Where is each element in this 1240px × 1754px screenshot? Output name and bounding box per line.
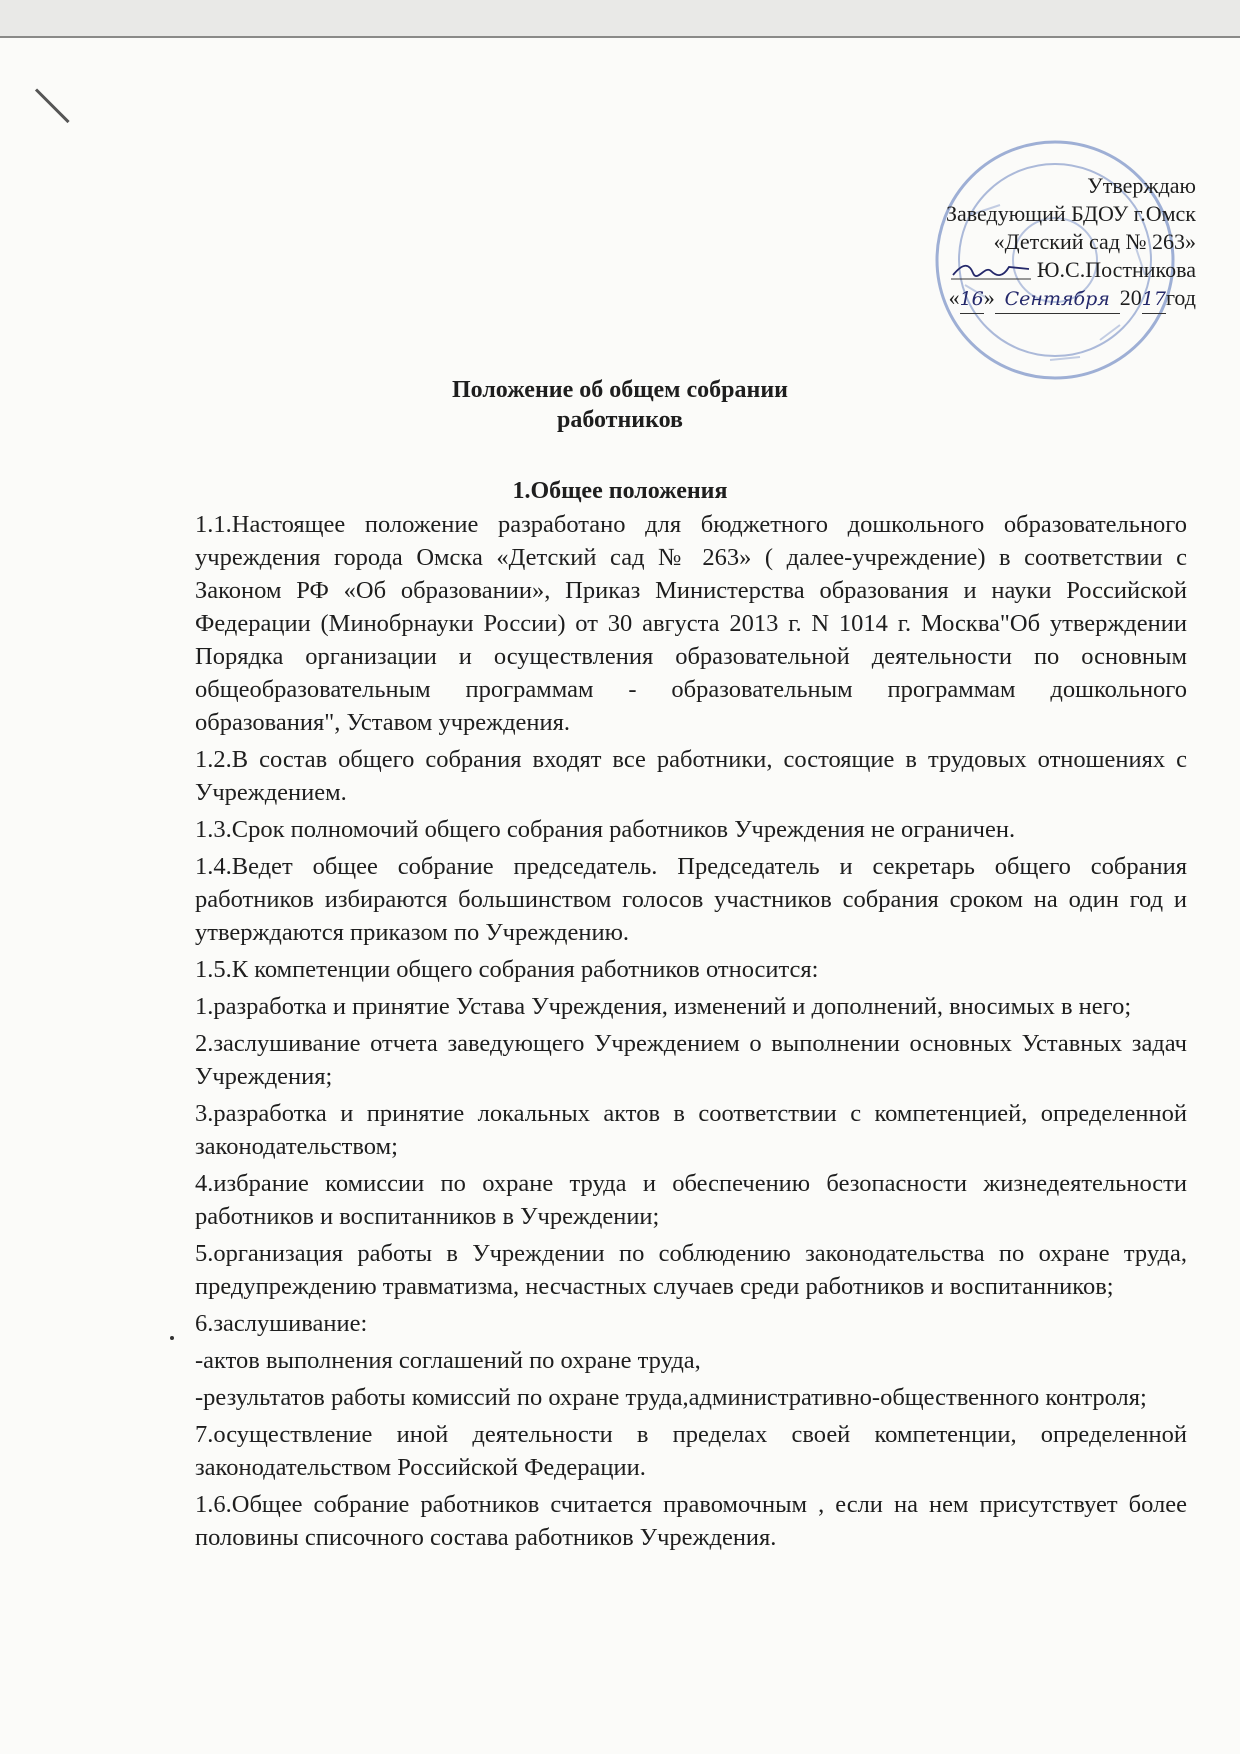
paragraph-1-4: 1.4.Ведет общее собрание председатель. Председатель и секретарь общего собрания работников избираются большинством голосов участников собрания сроком на один год и утверждаются приказом по Учреждению. bbox=[195, 853, 1187, 946]
list-item-3: 3.разработка и принятие локальных актов в соответствии с компетенцией, определенной законодательством; bbox=[195, 1100, 1187, 1160]
list-item-7: 7.осуществление иной деятельности в пределах своей компетенции, определенной законодательством Российской Федерации. bbox=[195, 1421, 1187, 1481]
date-day: 16 bbox=[960, 285, 984, 314]
signature-icon bbox=[951, 259, 1031, 281]
date-month: Сентября bbox=[995, 285, 1120, 314]
sub-item-acts: -актов выполнения соглашений по охране труда, bbox=[195, 1347, 701, 1374]
list-item-5: 5.организация работы в Учреждении по соблюдению законодательства по охране труда, предупреждению травматизма, несчастных случаев среди работников и воспитанников; bbox=[195, 1240, 1187, 1300]
paragraph-1-2: 1.2.В состав общего собрания входят все работники, состоящие в трудовых отношениях с Учреждением. bbox=[195, 746, 1187, 806]
title-line-1: Положение об общем собрании bbox=[451, 377, 788, 403]
list-item-6: 6.заслушивание: bbox=[195, 1310, 368, 1337]
approval-organization: «Детский сад № 263» bbox=[993, 229, 1196, 254]
list-item-2: 2.заслушивание отчета заведующего Учреждением о выполнении основных Уставных задач Учреждения; bbox=[195, 1030, 1187, 1090]
approval-signature-line bbox=[836, 256, 1196, 284]
paragraph-1-5: 1.5.К компетенции общего собрания работников относится: bbox=[195, 956, 819, 983]
approval-date: «16» Сентября 2017год bbox=[836, 284, 1196, 314]
date-year: 17 bbox=[1142, 285, 1166, 314]
document-title bbox=[0, 375, 1240, 435]
sub-item-results: -результатов работы комиссий по охране труда,административно-общественного контроля; bbox=[195, 1384, 1147, 1411]
approval-block bbox=[836, 172, 1196, 314]
paragraph-1-1: 1.1.Настоящее положение разработано для бюджетного дошкольного образовательного учреждения города Омска «Детский сад № 263» ( далее-учреждение) в соответствии с Законом РФ «Об образовании», Приказ Министерства образования и науки Российской Федерации (Минобрнауки России) от 30 августа 2013 г. N 1014 г. Москва"Об утверждении Порядка организации и осуществления образовательной деятельности по основным общеобразовательным программам - образовательным программам дошкольного образования", Уставом учреждения. bbox=[195, 511, 1187, 736]
approval-heading: Утверждаю bbox=[1087, 173, 1196, 198]
list-item-4: 4.избрание комиссии по охране труда и обеспечению безопасности жизнедеятельности работников и воспитанников в Учреждении; bbox=[195, 1170, 1187, 1230]
date-suffix: год bbox=[1165, 285, 1196, 310]
list-item-1: 1.разработка и принятие Устава Учреждения, изменений и дополнений, вносимых в него; bbox=[195, 993, 1132, 1020]
scan-dot bbox=[170, 1336, 174, 1340]
date-prefix: 20 bbox=[1119, 285, 1142, 310]
approval-position: Заведующий БДОУ г.Омск bbox=[946, 201, 1196, 226]
section-heading: 1.Общее положения bbox=[512, 478, 728, 504]
title-line-2: работников bbox=[556, 407, 684, 433]
paragraph-1-3: 1.3.Срок полномочий общего собрания работников Учреждения не ограничен. bbox=[195, 816, 1016, 843]
document-body bbox=[195, 508, 1187, 1554]
paragraph-1-6: 1.6.Общее собрание работников считается правомочным , если на нем присутствует более половины списочного состава работников Учреждения. bbox=[195, 1491, 1187, 1551]
approval-signer: Ю.С.Постникова bbox=[1036, 257, 1196, 282]
